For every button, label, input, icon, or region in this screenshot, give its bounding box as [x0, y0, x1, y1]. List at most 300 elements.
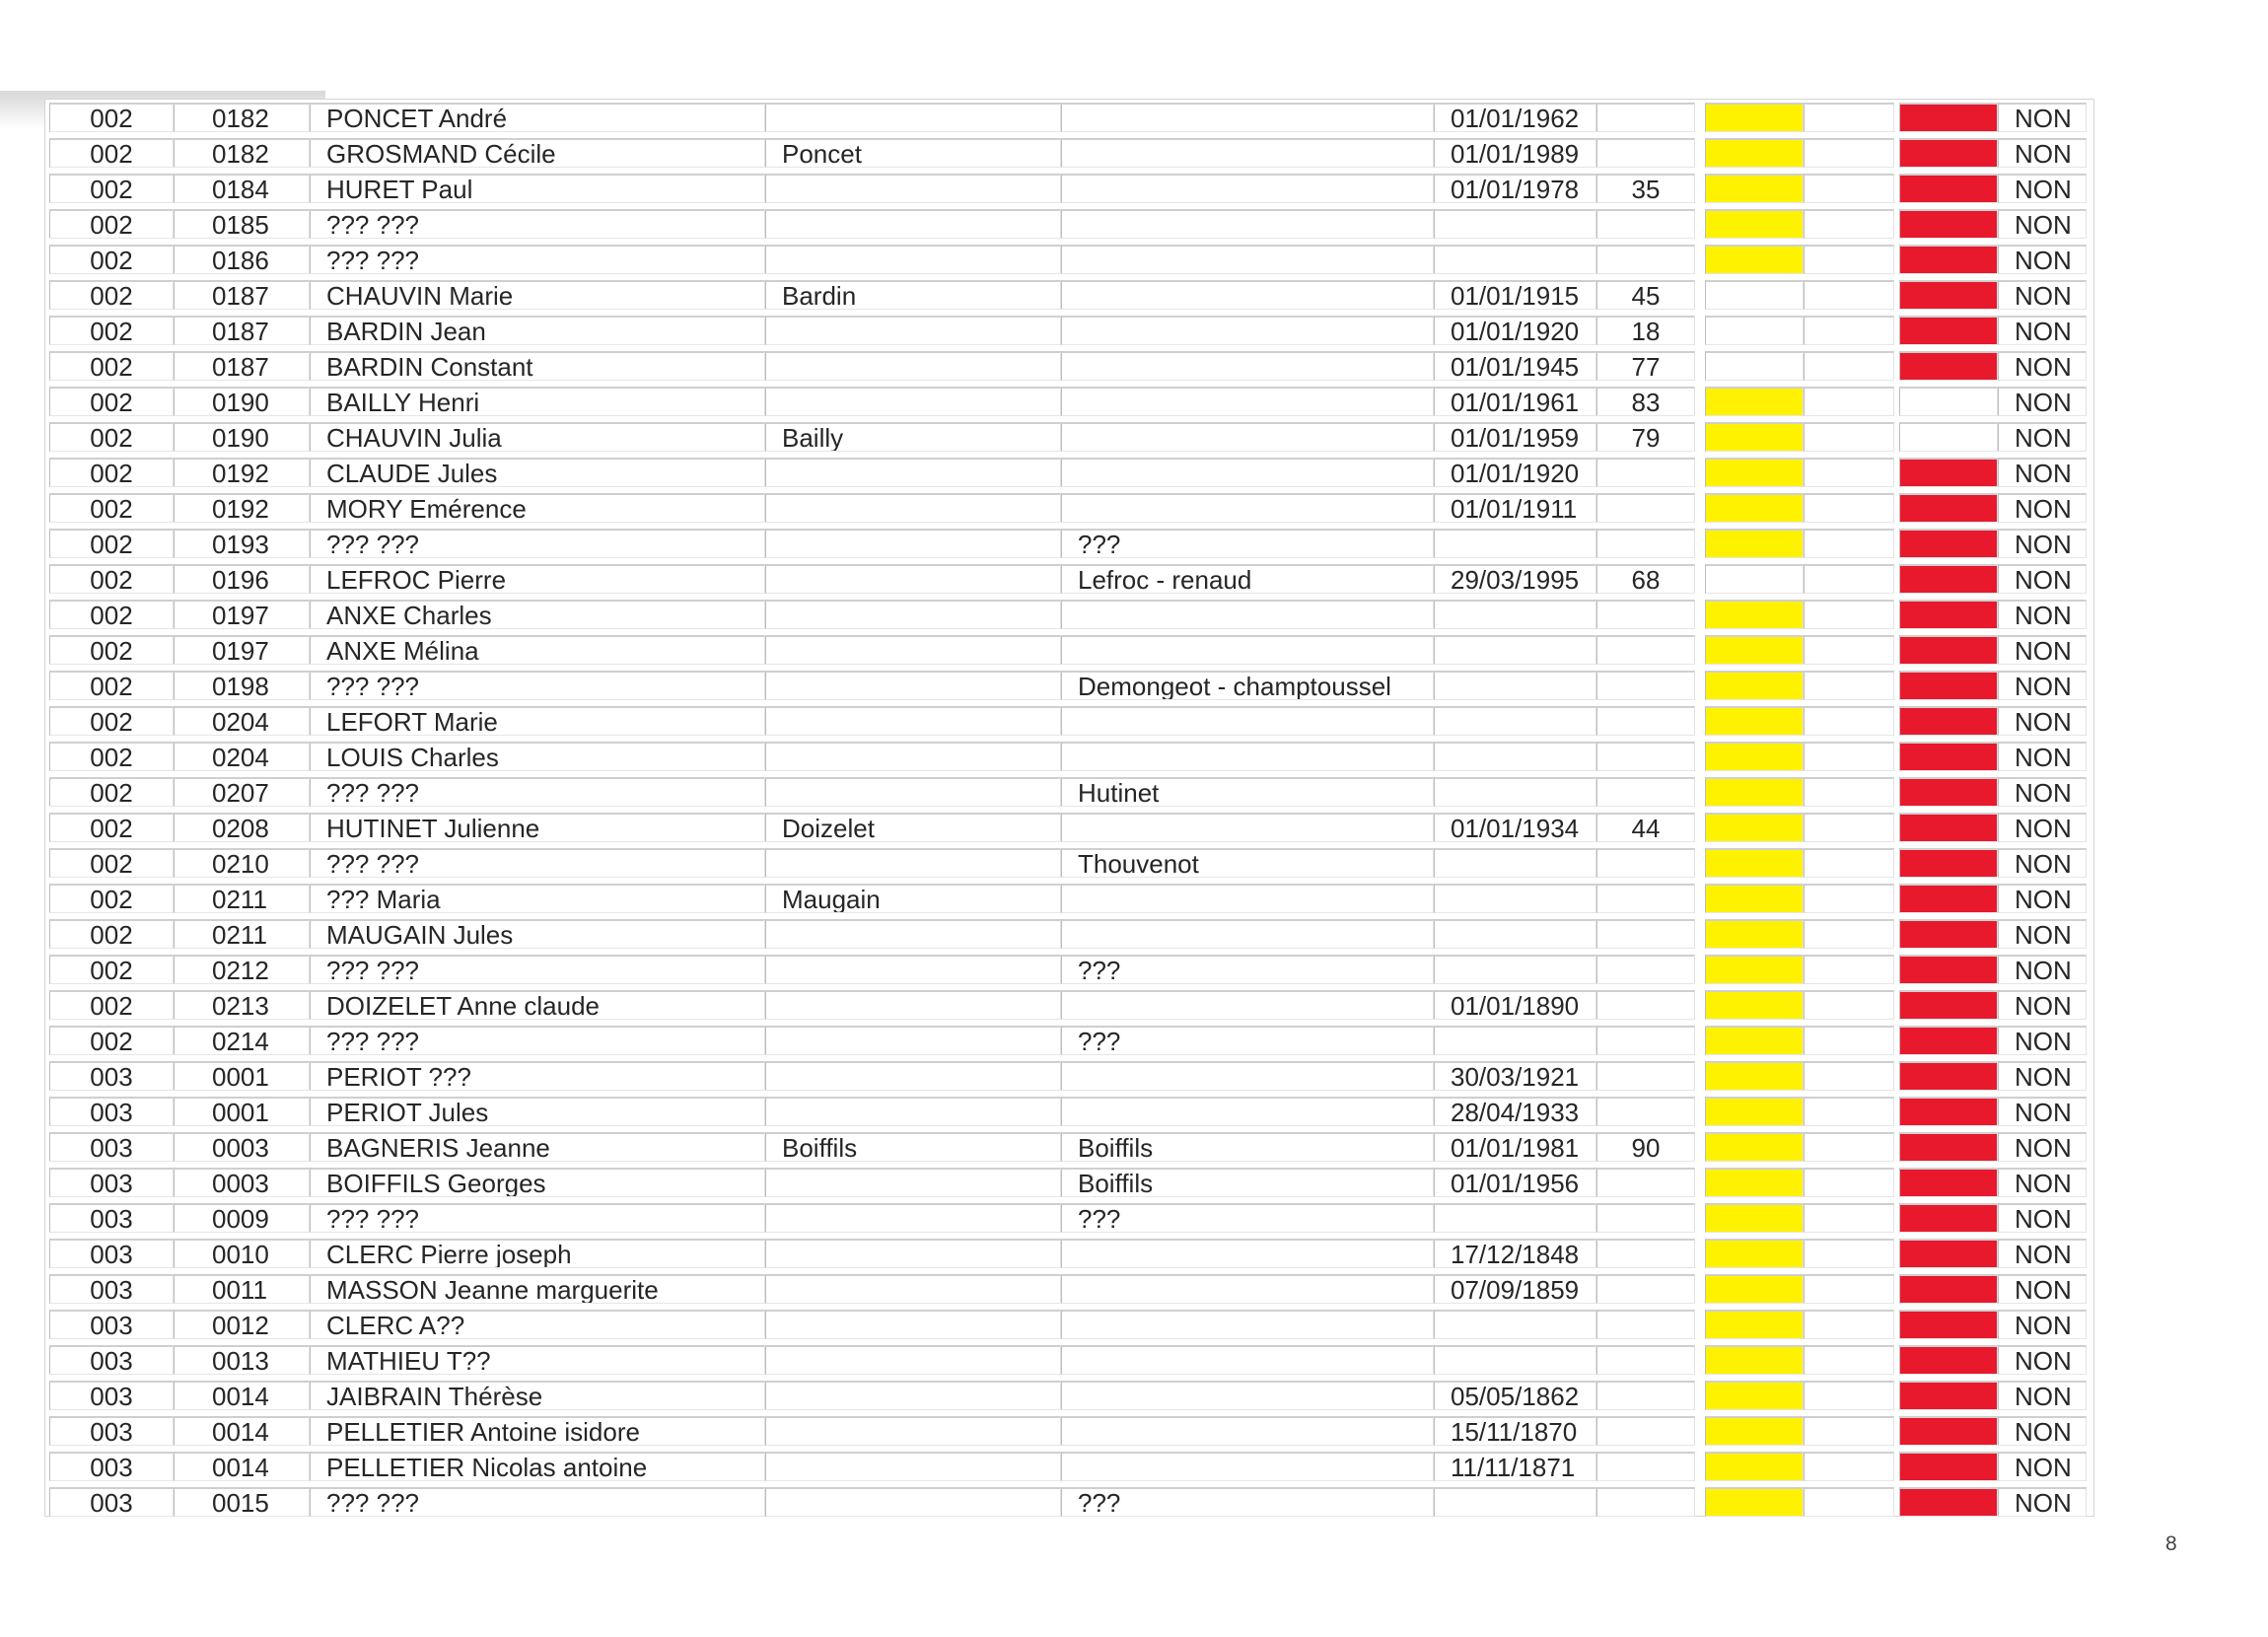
empty-cell [1804, 280, 1894, 310]
name-cell: DOIZELET Anne claude [310, 990, 765, 1020]
plot-number-cell: 0001 [174, 1097, 310, 1126]
plot-number-cell: 0014 [174, 1416, 310, 1446]
date-cell [1434, 777, 1596, 807]
section-cell: 002 [49, 138, 174, 168]
family-cell: ??? [1061, 529, 1434, 558]
maiden-name-cell [765, 1061, 1061, 1091]
yellow-marker-cell [1705, 493, 1804, 523]
section-cell: 002 [49, 351, 174, 381]
status-cell: NON [1998, 422, 2087, 452]
family-cell [1061, 884, 1434, 913]
age-cell [1596, 955, 1695, 984]
maiden-name-cell [765, 1274, 1061, 1304]
section-cell: 002 [49, 706, 174, 736]
age-cell [1596, 884, 1695, 913]
family-cell [1061, 209, 1434, 239]
status-cell: NON [1998, 955, 2087, 984]
name-cell: ??? Maria [310, 884, 765, 913]
maiden-name-cell [765, 1239, 1061, 1268]
table-row [45, 526, 2093, 561]
plot-number-cell: 0192 [174, 458, 310, 487]
maiden-name-cell: Poncet [765, 138, 1061, 168]
date-cell [1434, 1203, 1596, 1233]
status-cell: NON [1998, 1132, 2087, 1162]
family-cell: Hutinet [1061, 777, 1434, 807]
name-cell: ANXE Mélina [310, 635, 765, 665]
section-cell: 003 [49, 1061, 174, 1091]
empty-cell [1804, 174, 1894, 203]
section-cell: 002 [49, 777, 174, 807]
maiden-name-cell [765, 174, 1061, 203]
date-cell [1434, 706, 1596, 736]
date-cell: 01/01/1945 [1434, 351, 1596, 381]
empty-cell [1804, 1310, 1894, 1339]
name-cell: MAUGAIN Jules [310, 919, 765, 949]
maiden-name-cell: Boiffils [765, 1132, 1061, 1162]
maiden-name-cell [765, 1345, 1061, 1375]
name-cell: BAGNERIS Jeanne [310, 1132, 765, 1162]
family-cell [1061, 138, 1434, 168]
plot-number-cell: 0011 [174, 1274, 310, 1304]
maiden-name-cell [765, 1097, 1061, 1126]
date-cell [1434, 848, 1596, 878]
yellow-marker-cell [1705, 458, 1804, 487]
age-cell [1596, 245, 1695, 274]
red-marker-cell [1899, 1239, 1998, 1268]
section-cell: 002 [49, 209, 174, 239]
empty-cell [1804, 103, 1894, 132]
maiden-name-cell [765, 742, 1061, 771]
age-cell [1596, 138, 1695, 168]
empty-cell [1804, 1168, 1894, 1197]
table-row [45, 1094, 2093, 1129]
date-cell [1434, 600, 1596, 629]
maiden-name-cell [765, 848, 1061, 878]
age-cell [1596, 1203, 1695, 1233]
date-cell: 05/05/1862 [1434, 1381, 1596, 1410]
table-row [45, 1307, 2093, 1342]
table-row [45, 348, 2093, 384]
yellow-marker-cell [1705, 990, 1804, 1020]
name-cell: ANXE Charles [310, 600, 765, 629]
table-row [45, 277, 2093, 313]
family-cell: Boiffils [1061, 1168, 1434, 1197]
yellow-marker-cell [1705, 245, 1804, 274]
maiden-name-cell [765, 351, 1061, 381]
plot-number-cell: 0204 [174, 742, 310, 771]
date-cell [1434, 671, 1596, 700]
plot-number-cell: 0192 [174, 493, 310, 523]
empty-cell [1804, 1381, 1894, 1410]
maiden-name-cell [765, 1487, 1061, 1517]
family-cell [1061, 1239, 1434, 1268]
table-row [45, 455, 2093, 490]
name-cell: BAILLY Henri [310, 387, 765, 416]
section-cell: 003 [49, 1239, 174, 1268]
yellow-marker-cell [1705, 1203, 1804, 1233]
family-cell [1061, 600, 1434, 629]
red-marker-cell [1899, 600, 1998, 629]
date-cell: 01/01/1961 [1434, 387, 1596, 416]
section-cell: 003 [49, 1097, 174, 1126]
yellow-marker-cell [1705, 351, 1804, 381]
name-cell: ??? ??? [310, 955, 765, 984]
family-cell [1061, 493, 1434, 523]
plot-number-cell: 0197 [174, 635, 310, 665]
table-row [45, 739, 2093, 774]
date-cell: 01/01/1981 [1434, 1132, 1596, 1162]
section-cell: 003 [49, 1168, 174, 1197]
red-marker-cell [1899, 564, 1998, 594]
section-cell: 003 [49, 1310, 174, 1339]
age-cell [1596, 1168, 1695, 1197]
date-cell: 01/01/1890 [1434, 990, 1596, 1020]
yellow-marker-cell [1705, 777, 1804, 807]
status-cell: NON [1998, 990, 2087, 1020]
red-marker-cell [1899, 1168, 1998, 1197]
age-cell [1596, 1452, 1695, 1481]
age-cell [1596, 635, 1695, 665]
empty-cell [1804, 1097, 1894, 1126]
name-cell: ??? ??? [310, 209, 765, 239]
yellow-marker-cell [1705, 635, 1804, 665]
age-cell [1596, 209, 1695, 239]
table-row [45, 171, 2093, 206]
section-cell: 003 [49, 1487, 174, 1517]
yellow-marker-cell [1705, 1097, 1804, 1126]
maiden-name-cell [765, 1168, 1061, 1197]
family-cell: Boiffils [1061, 1132, 1434, 1162]
date-cell [1434, 742, 1596, 771]
maiden-name-cell [765, 529, 1061, 558]
red-marker-cell [1899, 1345, 1998, 1375]
section-cell: 002 [49, 458, 174, 487]
empty-cell [1804, 138, 1894, 168]
maiden-name-cell: Doizelet [765, 813, 1061, 842]
table-row [45, 845, 2093, 881]
red-marker-cell [1899, 635, 1998, 665]
name-cell: PONCET André [310, 103, 765, 132]
maiden-name-cell [765, 955, 1061, 984]
status-cell: NON [1998, 245, 2087, 274]
table-row [45, 384, 2093, 419]
table-row [45, 561, 2093, 597]
maiden-name-cell [765, 458, 1061, 487]
status-cell: NON [1998, 671, 2087, 700]
table-row [45, 916, 2093, 952]
yellow-marker-cell [1705, 1416, 1804, 1446]
age-cell: 90 [1596, 1132, 1695, 1162]
empty-cell [1804, 1416, 1894, 1446]
status-cell: NON [1998, 1061, 2087, 1091]
maiden-name-cell [765, 635, 1061, 665]
empty-cell [1804, 245, 1894, 274]
empty-cell [1804, 316, 1894, 345]
status-cell: NON [1998, 635, 2087, 665]
yellow-marker-cell [1705, 1452, 1804, 1481]
family-cell: ??? [1061, 1487, 1434, 1517]
maiden-name-cell [765, 706, 1061, 736]
section-cell: 002 [49, 990, 174, 1020]
red-marker-cell [1899, 706, 1998, 736]
family-cell [1061, 422, 1434, 452]
section-cell: 003 [49, 1416, 174, 1446]
table-row [45, 1200, 2093, 1236]
plot-number-cell: 0012 [174, 1310, 310, 1339]
status-cell: NON [1998, 103, 2087, 132]
age-cell: 79 [1596, 422, 1695, 452]
age-cell [1596, 1310, 1695, 1339]
family-cell [1061, 351, 1434, 381]
table-row [45, 952, 2093, 987]
table-row [45, 703, 2093, 739]
age-cell: 18 [1596, 316, 1695, 345]
date-cell [1434, 919, 1596, 949]
empty-cell [1804, 884, 1894, 913]
family-cell: ??? [1061, 1203, 1434, 1233]
section-cell: 002 [49, 671, 174, 700]
family-cell [1061, 1274, 1434, 1304]
age-cell: 44 [1596, 813, 1695, 842]
red-marker-cell [1899, 209, 1998, 239]
plot-number-cell: 0001 [174, 1061, 310, 1091]
section-cell: 003 [49, 1381, 174, 1410]
maiden-name-cell [765, 245, 1061, 274]
plot-number-cell: 0212 [174, 955, 310, 984]
date-cell [1434, 209, 1596, 239]
maiden-name-cell: Maugain [765, 884, 1061, 913]
maiden-name-cell: Bardin [765, 280, 1061, 310]
plot-number-cell: 0204 [174, 706, 310, 736]
yellow-marker-cell [1705, 848, 1804, 878]
yellow-marker-cell [1705, 316, 1804, 345]
name-cell: ??? ??? [310, 671, 765, 700]
red-marker-cell [1899, 1274, 1998, 1304]
table-row [45, 490, 2093, 526]
age-cell [1596, 1239, 1695, 1268]
status-cell: NON [1998, 777, 2087, 807]
age-cell: 68 [1596, 564, 1695, 594]
name-cell: CHAUVIN Marie [310, 280, 765, 310]
maiden-name-cell [765, 777, 1061, 807]
section-cell: 003 [49, 1203, 174, 1233]
status-cell: NON [1998, 138, 2087, 168]
red-marker-cell [1899, 245, 1998, 274]
red-marker-cell [1899, 529, 1998, 558]
name-cell: HURET Paul [310, 174, 765, 203]
table-row [45, 313, 2093, 348]
maiden-name-cell [765, 387, 1061, 416]
table-row [45, 242, 2093, 277]
date-cell [1434, 529, 1596, 558]
empty-cell [1804, 955, 1894, 984]
table-row [45, 1058, 2093, 1094]
family-cell [1061, 316, 1434, 345]
section-cell: 002 [49, 848, 174, 878]
date-cell [1434, 884, 1596, 913]
table-row [45, 100, 2093, 135]
empty-cell [1804, 1132, 1894, 1162]
age-cell: 77 [1596, 351, 1695, 381]
yellow-marker-cell [1705, 1132, 1804, 1162]
table-row [45, 1378, 2093, 1413]
red-marker-cell [1899, 955, 1998, 984]
date-cell [1434, 1026, 1596, 1055]
section-cell: 002 [49, 600, 174, 629]
name-cell: LEFROC Pierre [310, 564, 765, 594]
plot-number-cell: 0187 [174, 316, 310, 345]
name-cell: LEFORT Marie [310, 706, 765, 736]
maiden-name-cell [765, 600, 1061, 629]
family-cell [1061, 1452, 1434, 1481]
name-cell: MATHIEU T?? [310, 1345, 765, 1375]
age-cell: 83 [1596, 387, 1695, 416]
table-row [45, 1413, 2093, 1449]
red-marker-cell [1899, 671, 1998, 700]
date-cell: 01/01/1920 [1434, 316, 1596, 345]
name-cell: BOIFFILS Georges [310, 1168, 765, 1197]
status-cell: NON [1998, 174, 2087, 203]
maiden-name-cell [765, 1381, 1061, 1410]
yellow-marker-cell [1705, 955, 1804, 984]
plot-number-cell: 0182 [174, 138, 310, 168]
age-cell [1596, 103, 1695, 132]
status-cell: NON [1998, 529, 2087, 558]
date-cell [1434, 955, 1596, 984]
plot-number-cell: 0182 [174, 103, 310, 132]
age-cell [1596, 848, 1695, 878]
table-row [45, 1449, 2093, 1484]
age-cell [1596, 671, 1695, 700]
yellow-marker-cell [1705, 1487, 1804, 1517]
family-cell [1061, 706, 1434, 736]
status-cell: NON [1998, 1168, 2087, 1197]
age-cell [1596, 600, 1695, 629]
date-cell: 17/12/1848 [1434, 1239, 1596, 1268]
family-cell [1061, 990, 1434, 1020]
status-cell: NON [1998, 1239, 2087, 1268]
empty-cell [1804, 529, 1894, 558]
table-row [45, 632, 2093, 668]
section-cell: 002 [49, 493, 174, 523]
red-marker-cell [1899, 813, 1998, 842]
section-cell: 002 [49, 174, 174, 203]
section-cell: 002 [49, 245, 174, 274]
empty-cell [1804, 635, 1894, 665]
date-cell [1434, 1345, 1596, 1375]
yellow-marker-cell [1705, 209, 1804, 239]
family-cell: Lefroc - renaud [1061, 564, 1434, 594]
plot-number-cell: 0187 [174, 351, 310, 381]
status-cell: NON [1998, 600, 2087, 629]
family-cell [1061, 458, 1434, 487]
date-cell: 07/09/1859 [1434, 1274, 1596, 1304]
section-cell: 003 [49, 1132, 174, 1162]
plot-number-cell: 0010 [174, 1239, 310, 1268]
red-marker-cell [1899, 458, 1998, 487]
age-cell [1596, 529, 1695, 558]
status-cell: NON [1998, 1203, 2087, 1233]
yellow-marker-cell [1705, 422, 1804, 452]
yellow-marker-cell [1705, 280, 1804, 310]
red-marker-cell [1899, 1097, 1998, 1126]
empty-cell [1804, 564, 1894, 594]
empty-cell [1804, 919, 1894, 949]
table-row [45, 668, 2093, 703]
yellow-marker-cell [1705, 813, 1804, 842]
name-cell: CLERC A?? [310, 1310, 765, 1339]
status-cell: NON [1998, 387, 2087, 416]
empty-cell [1804, 422, 1894, 452]
table-row [45, 597, 2093, 632]
family-cell [1061, 813, 1434, 842]
empty-cell [1804, 1274, 1894, 1304]
yellow-marker-cell [1705, 103, 1804, 132]
section-cell: 003 [49, 1345, 174, 1375]
section-cell: 002 [49, 529, 174, 558]
status-cell: NON [1998, 564, 2087, 594]
empty-cell [1804, 777, 1894, 807]
table-row [45, 1129, 2093, 1165]
status-cell: NON [1998, 742, 2087, 771]
age-cell [1596, 1487, 1695, 1517]
yellow-marker-cell [1705, 1061, 1804, 1091]
empty-cell [1804, 742, 1894, 771]
family-cell [1061, 245, 1434, 274]
empty-cell [1804, 600, 1894, 629]
status-cell: NON [1998, 1310, 2087, 1339]
maiden-name-cell: Bailly [765, 422, 1061, 452]
family-cell [1061, 1310, 1434, 1339]
table-row [45, 419, 2093, 455]
status-cell: NON [1998, 1097, 2087, 1126]
date-cell [1434, 245, 1596, 274]
plot-number-cell: 0014 [174, 1381, 310, 1410]
name-cell: GROSMAND Cécile [310, 138, 765, 168]
family-cell [1061, 1416, 1434, 1446]
red-marker-cell [1899, 990, 1998, 1020]
yellow-marker-cell [1705, 671, 1804, 700]
plot-number-cell: 0208 [174, 813, 310, 842]
status-cell: NON [1998, 1381, 2087, 1410]
empty-cell [1804, 209, 1894, 239]
name-cell: LOUIS Charles [310, 742, 765, 771]
maiden-name-cell [765, 1203, 1061, 1233]
name-cell: MASSON Jeanne marguerite [310, 1274, 765, 1304]
yellow-marker-cell [1705, 1345, 1804, 1375]
table-row [45, 987, 2093, 1023]
plot-number-cell: 0214 [174, 1026, 310, 1055]
table-row [45, 1484, 2093, 1520]
status-cell: NON [1998, 209, 2087, 239]
section-cell: 002 [49, 955, 174, 984]
name-cell: PELLETIER Nicolas antoine [310, 1452, 765, 1481]
age-cell [1596, 777, 1695, 807]
family-cell [1061, 1381, 1434, 1410]
table-row [45, 810, 2093, 845]
red-marker-cell [1899, 884, 1998, 913]
plot-number-cell: 0015 [174, 1487, 310, 1517]
age-cell [1596, 1026, 1695, 1055]
family-cell: ??? [1061, 955, 1434, 984]
yellow-marker-cell [1705, 884, 1804, 913]
plot-number-cell: 0197 [174, 600, 310, 629]
date-cell: 01/01/1915 [1434, 280, 1596, 310]
empty-cell [1804, 1345, 1894, 1375]
table-row [45, 881, 2093, 916]
plot-number-cell: 0190 [174, 387, 310, 416]
plot-number-cell: 0207 [174, 777, 310, 807]
